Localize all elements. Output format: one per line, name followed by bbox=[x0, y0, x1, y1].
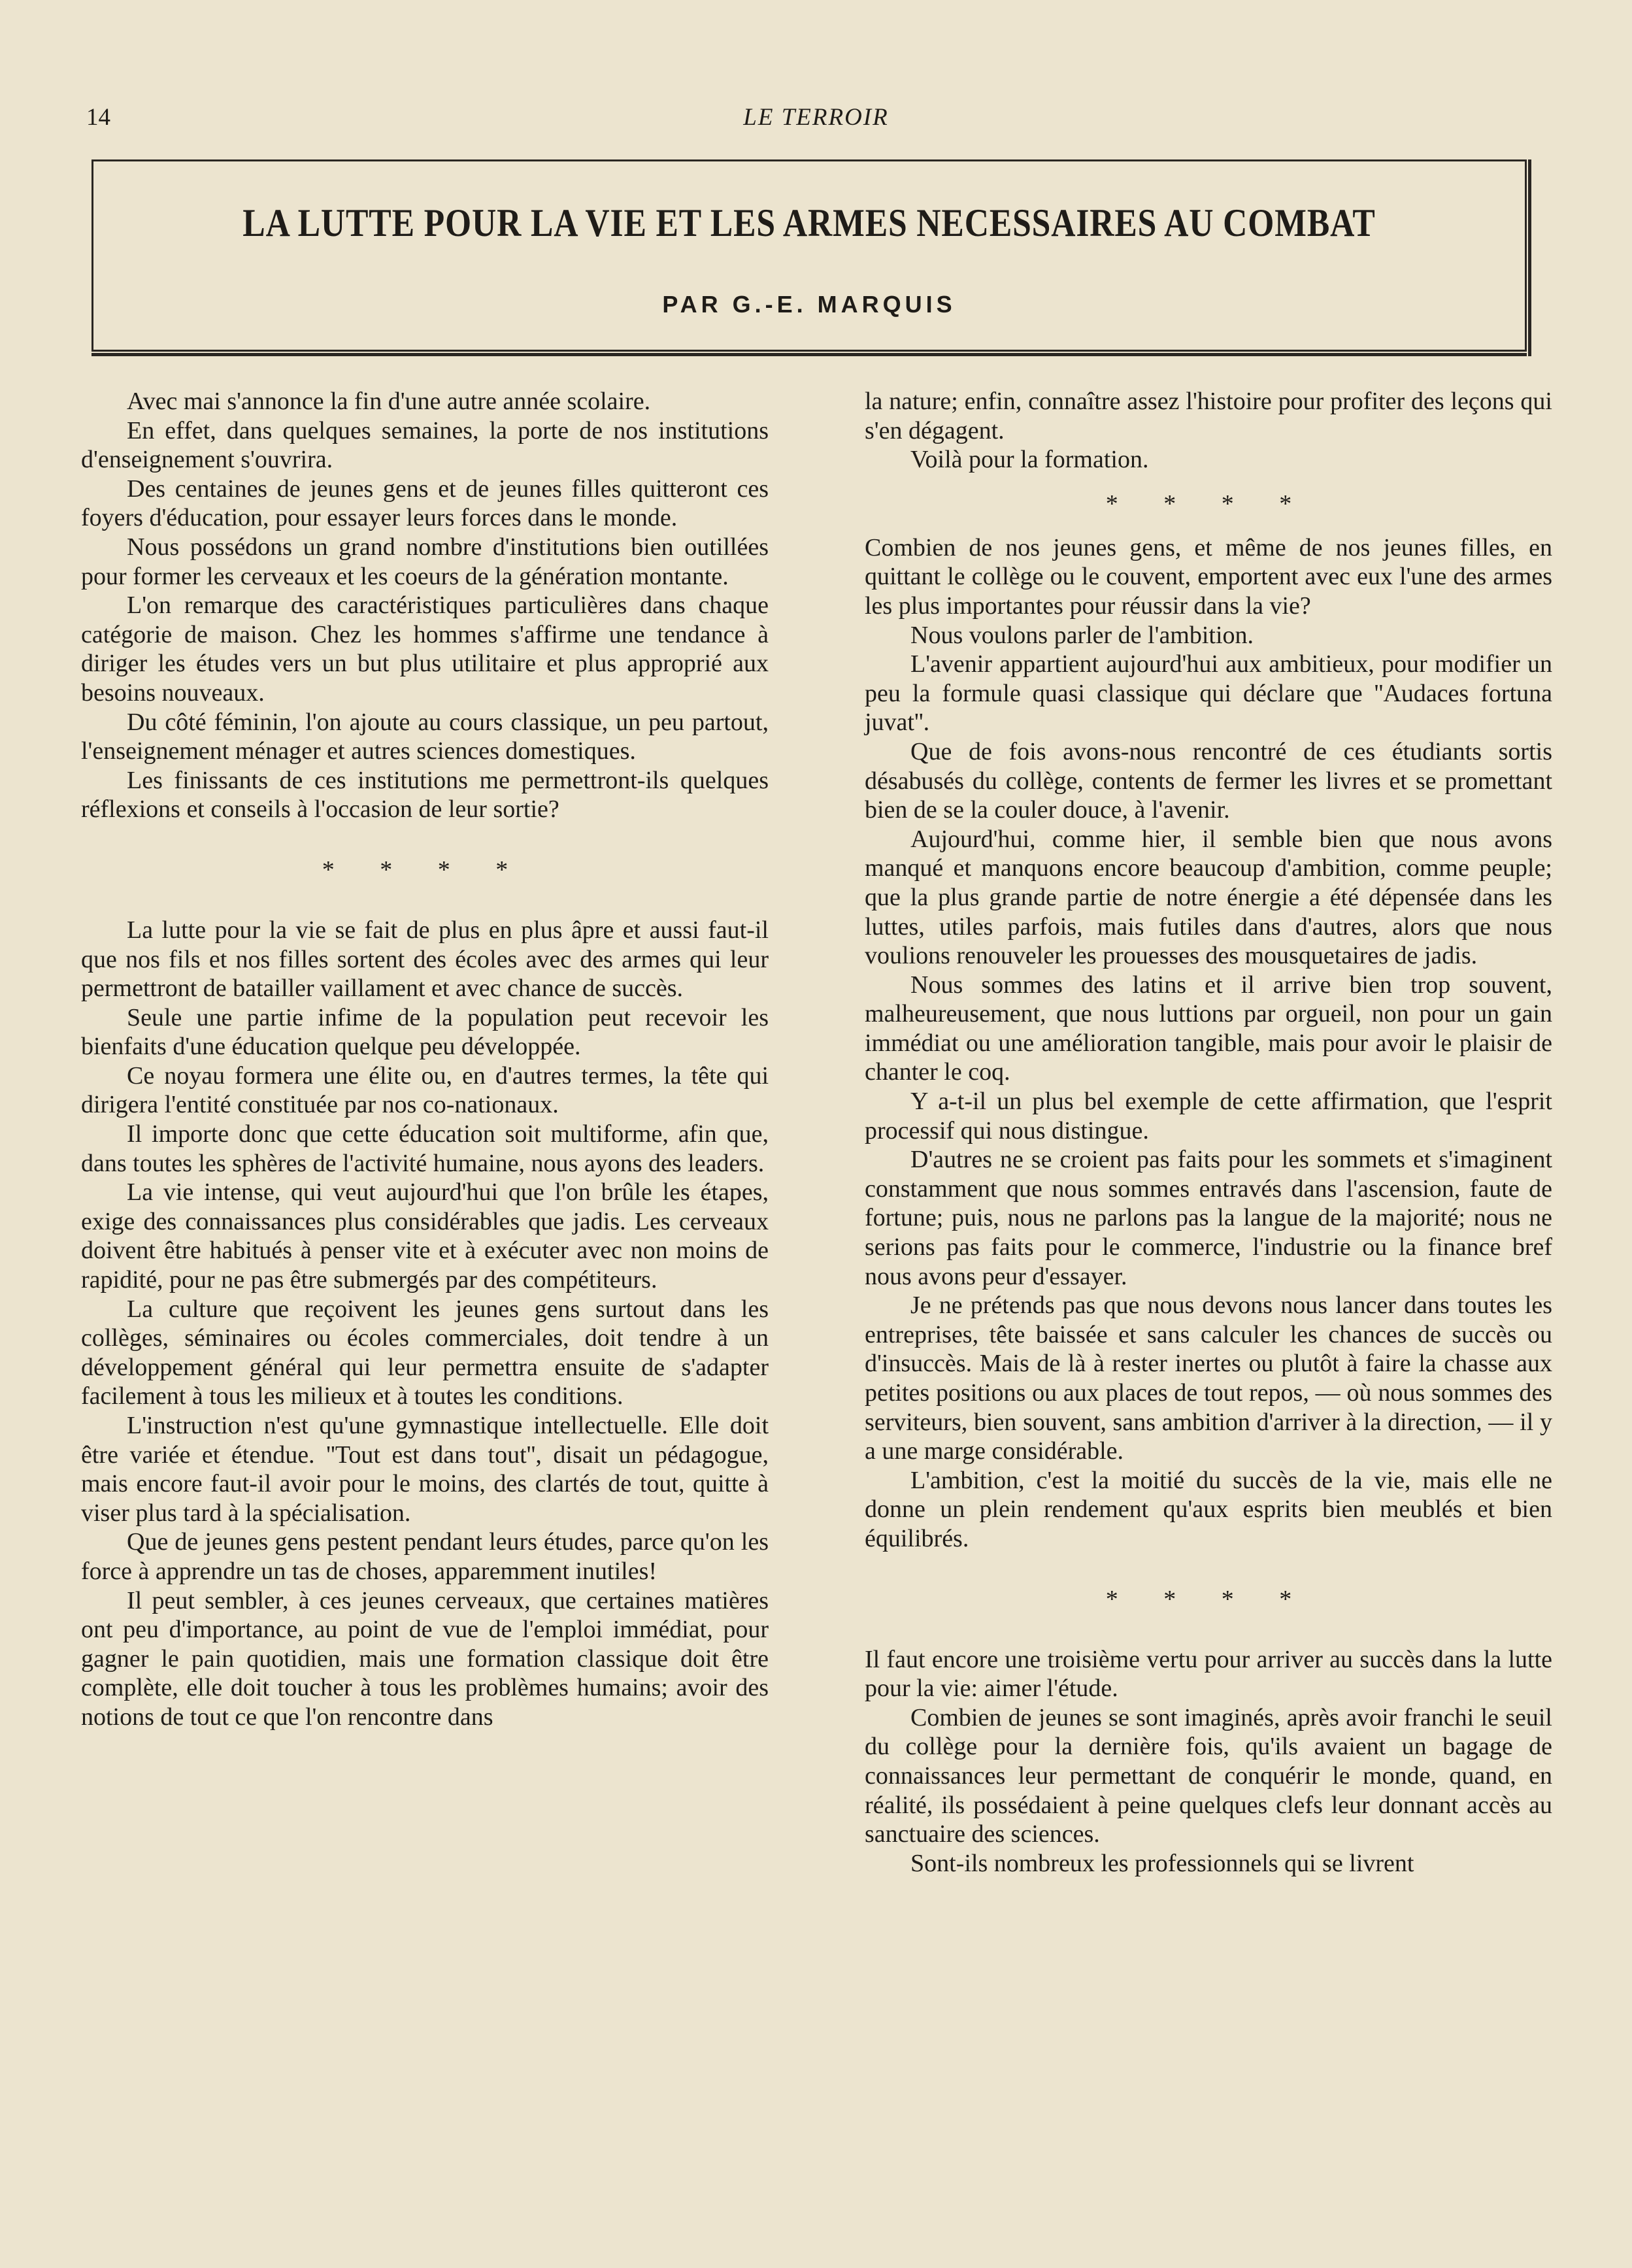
paragraph: Combien de jeunes se sont imaginés, après avoir franchi le seuil du collège pour la dernière fois, qu'ils avaient un bagage de connaissances leur permettant de conquérir le monde, quand, en réalité, ils possédaient à peine quelques clefs leur donnant accès au sanctuaire des sciences. bbox=[865, 1703, 1552, 1848]
paragraph: Seule une partie infime de la population peut recevoir les bienfaits d'une éducation quelque peu développée. bbox=[81, 1003, 769, 1061]
paragraph: Il peut sembler, à ces jeunes cerveaux, que certaines matières ont peu d'importance, au point de vue de l'emploi immédiat, pour gagner le pain quotidien, mais une formation classique doit être complète, elle doit toucher à tous les problèmes humains; avoir des notions de tout ce que l'on rencontre dans bbox=[81, 1586, 769, 1731]
paragraph: Sont-ils nombreux les professionnels qui se livrent bbox=[910, 1849, 1414, 1877]
paragraph: Y a-t-il un plus bel exemple de cette affirmation, que l'esprit processif qui nous distingue. bbox=[865, 1088, 1552, 1144]
title-box bbox=[92, 159, 1527, 352]
paragraph: L'avenir appartient aujourd'hui aux ambitieux, pour modifier un peu la formule quasi classique qui déclare que ''Audaces fortuna juvat''. bbox=[865, 650, 1552, 737]
paragraph: D'autres ne se croient pas faits pour les sommets et s'imaginent constamment que nous sommes entravés dans l'ascension, faute de fortune; puis, nous ne parlons pas la langue de la majorité; nous ne serions pas faits pour le commerce, l'industrie ou la finance bref nous avons peur d'essayer. bbox=[865, 1146, 1552, 1290]
paragraph: Nous sommes des latins et il arrive bien trop souvent, malheureusement, que nous luttions par orgueil, non pour un gain immédiat ou une amélioration tangible, mais pour avoir le plaisir de chanter le coq. bbox=[865, 971, 1552, 1086]
paragraph: L'on remarque des caractéristiques particulières dans chaque catégorie de maison. Chez les hommes s'affirme une tendance à diriger les études vers un but plus utilitaire et plus approprié aux besoins nouveaux. bbox=[81, 592, 769, 707]
paragraph: L'instruction n'est qu'une gymnastique intellectuelle. Elle doit être variée et étendue. ''Tout est dans tout'', disait un pédagogue, mais encore faut-il avoir pour le moins, des clartés de tout, quitte à viser plus tard à la spécialisation. bbox=[81, 1412, 769, 1527]
running-title: LE TERROIR bbox=[743, 104, 889, 131]
paragraph: La vie intense, qui veut aujourd'hui que l'on brûle les étapes, exige des connaissances plus considérables que jadis. Les cerveaux doivent être habitués à penser vite et à exécuter avec non moins de rapidité, pour ne pas être submergés par des compétiteurs. bbox=[81, 1178, 769, 1294]
paragraph: la nature; enfin, connaître assez l'histoire pour profiter des leçons qui s'en dégagent. bbox=[865, 388, 1552, 444]
paragraph: Voilà pour la formation. bbox=[910, 446, 1149, 474]
paragraph: Des centaines de jeunes gens et de jeunes filles quitteront ces foyers d'éducation, pour essayer leurs forces dans le monde. bbox=[81, 475, 769, 532]
paragraph: En effet, dans quelques semaines, la porte de nos institutions d'enseignement s'ouvrira. bbox=[81, 416, 769, 474]
paragraph: Nous possédons un grand nombre d'institutions bien outillées pour former les cerveaux et les coeurs de la génération montante. bbox=[81, 533, 769, 590]
paragraph: Que de fois avons-nous rencontré de ces étudiants sortis désabusés du collège, contents de fermer les livres et se promettant bien de se la couler douce, à l'avenir. bbox=[865, 737, 1552, 824]
paragraph: Je ne prétends pas que nous devons nous lancer dans toutes les entreprises, tête baissée et sans calculer les chances de succès ou d'insuccès. Mais de là à rester inertes ou plutôt à faire la chasse aux petites positions ou aux places de tout repos, — où nous sommes des serviteurs, bien souvent, sans ambition d'arriver à la direction, — il y a une marge considérable. bbox=[865, 1292, 1552, 1465]
right-column bbox=[865, 387, 1552, 1878]
section-separator: * * * * bbox=[322, 856, 528, 884]
page-number: 14 bbox=[86, 104, 110, 131]
paragraph: La culture que reçoivent les jeunes gens surtout dans les collèges, séminaires ou écoles commerciales, doit tendre à un développement général qui leur permettra ensuite de s'adapter facilement à tous les milieux et à toutes les conditions. bbox=[81, 1295, 769, 1410]
byline: PAR G.-E. MARQUIS bbox=[662, 291, 956, 318]
left-column bbox=[81, 387, 769, 1732]
paragraph: Aujourd'hui, comme hier, il semble bien que nous avons manqué et manquons encore beaucoup d'ambition, comme peuple; que la plus grande partie de notre énergie a été dépensée dans les luttes, utiles parfois, mais futiles dans d'autres, alors que nous voulions renouveler les prouesses des mousquetaires de jadis. bbox=[865, 825, 1552, 970]
paragraph: L'ambition, c'est la moitié du succès de la vie, mais elle ne donne un plein rendement qu'aux esprits bien meublés et bien équilibrés. bbox=[865, 1466, 1552, 1552]
paragraph: Il importe donc que cette éducation soit multiforme, afin que, dans toutes les sphères de l'activité humaine, nous ayons des leaders. bbox=[81, 1120, 769, 1177]
paragraph: Que de jeunes gens pestent pendant leurs études, parce qu'on les force à apprendre un tas de choses, apparemment inutiles! bbox=[81, 1528, 769, 1585]
article-title: LA LUTTE POUR LA VIE ET LES ARMES NECESSAIRES AU COMBAT bbox=[242, 201, 1376, 244]
paragraph: Avec mai s'annonce la fin d'une autre année scolaire. bbox=[127, 388, 651, 415]
paragraph: Nous voulons parler de l'ambition. bbox=[910, 621, 1254, 649]
paragraph: Ce noyau formera une élite ou, en d'autres termes, la tête qui dirigera l'entité constituée par nos co-nationaux. bbox=[81, 1061, 769, 1119]
paragraph: Du côté féminin, l'on ajoute au cours classique, un peu partout, l'enseignement ménager et autres sciences domestiques. bbox=[81, 708, 769, 765]
section-separator: * * * * bbox=[1105, 490, 1312, 518]
paragraph: Il faut encore une troisième vertu pour arriver au succès dans la lutte pour la vie: aimer l'étude. bbox=[865, 1645, 1552, 1703]
paragraph: La lutte pour la vie se fait de plus en plus âpre et aussi faut-il que nos fils et nos filles sortent des écoles avec des armes qui leur permettront de batailler vaillament et avec chance de succès. bbox=[81, 916, 769, 1003]
paragraph: Combien de nos jeunes gens, et même de nos jeunes filles, en quittant le collège ou le couvent, emportent avec eux l'une des armes les plus importantes pour réussir dans la vie? bbox=[865, 533, 1552, 620]
section-separator: * * * * bbox=[1105, 1585, 1312, 1613]
paragraph: Les finissants de ces institutions me permettront-ils quelques réflexions et conseils à l'occasion de leur sortie? bbox=[81, 766, 769, 824]
